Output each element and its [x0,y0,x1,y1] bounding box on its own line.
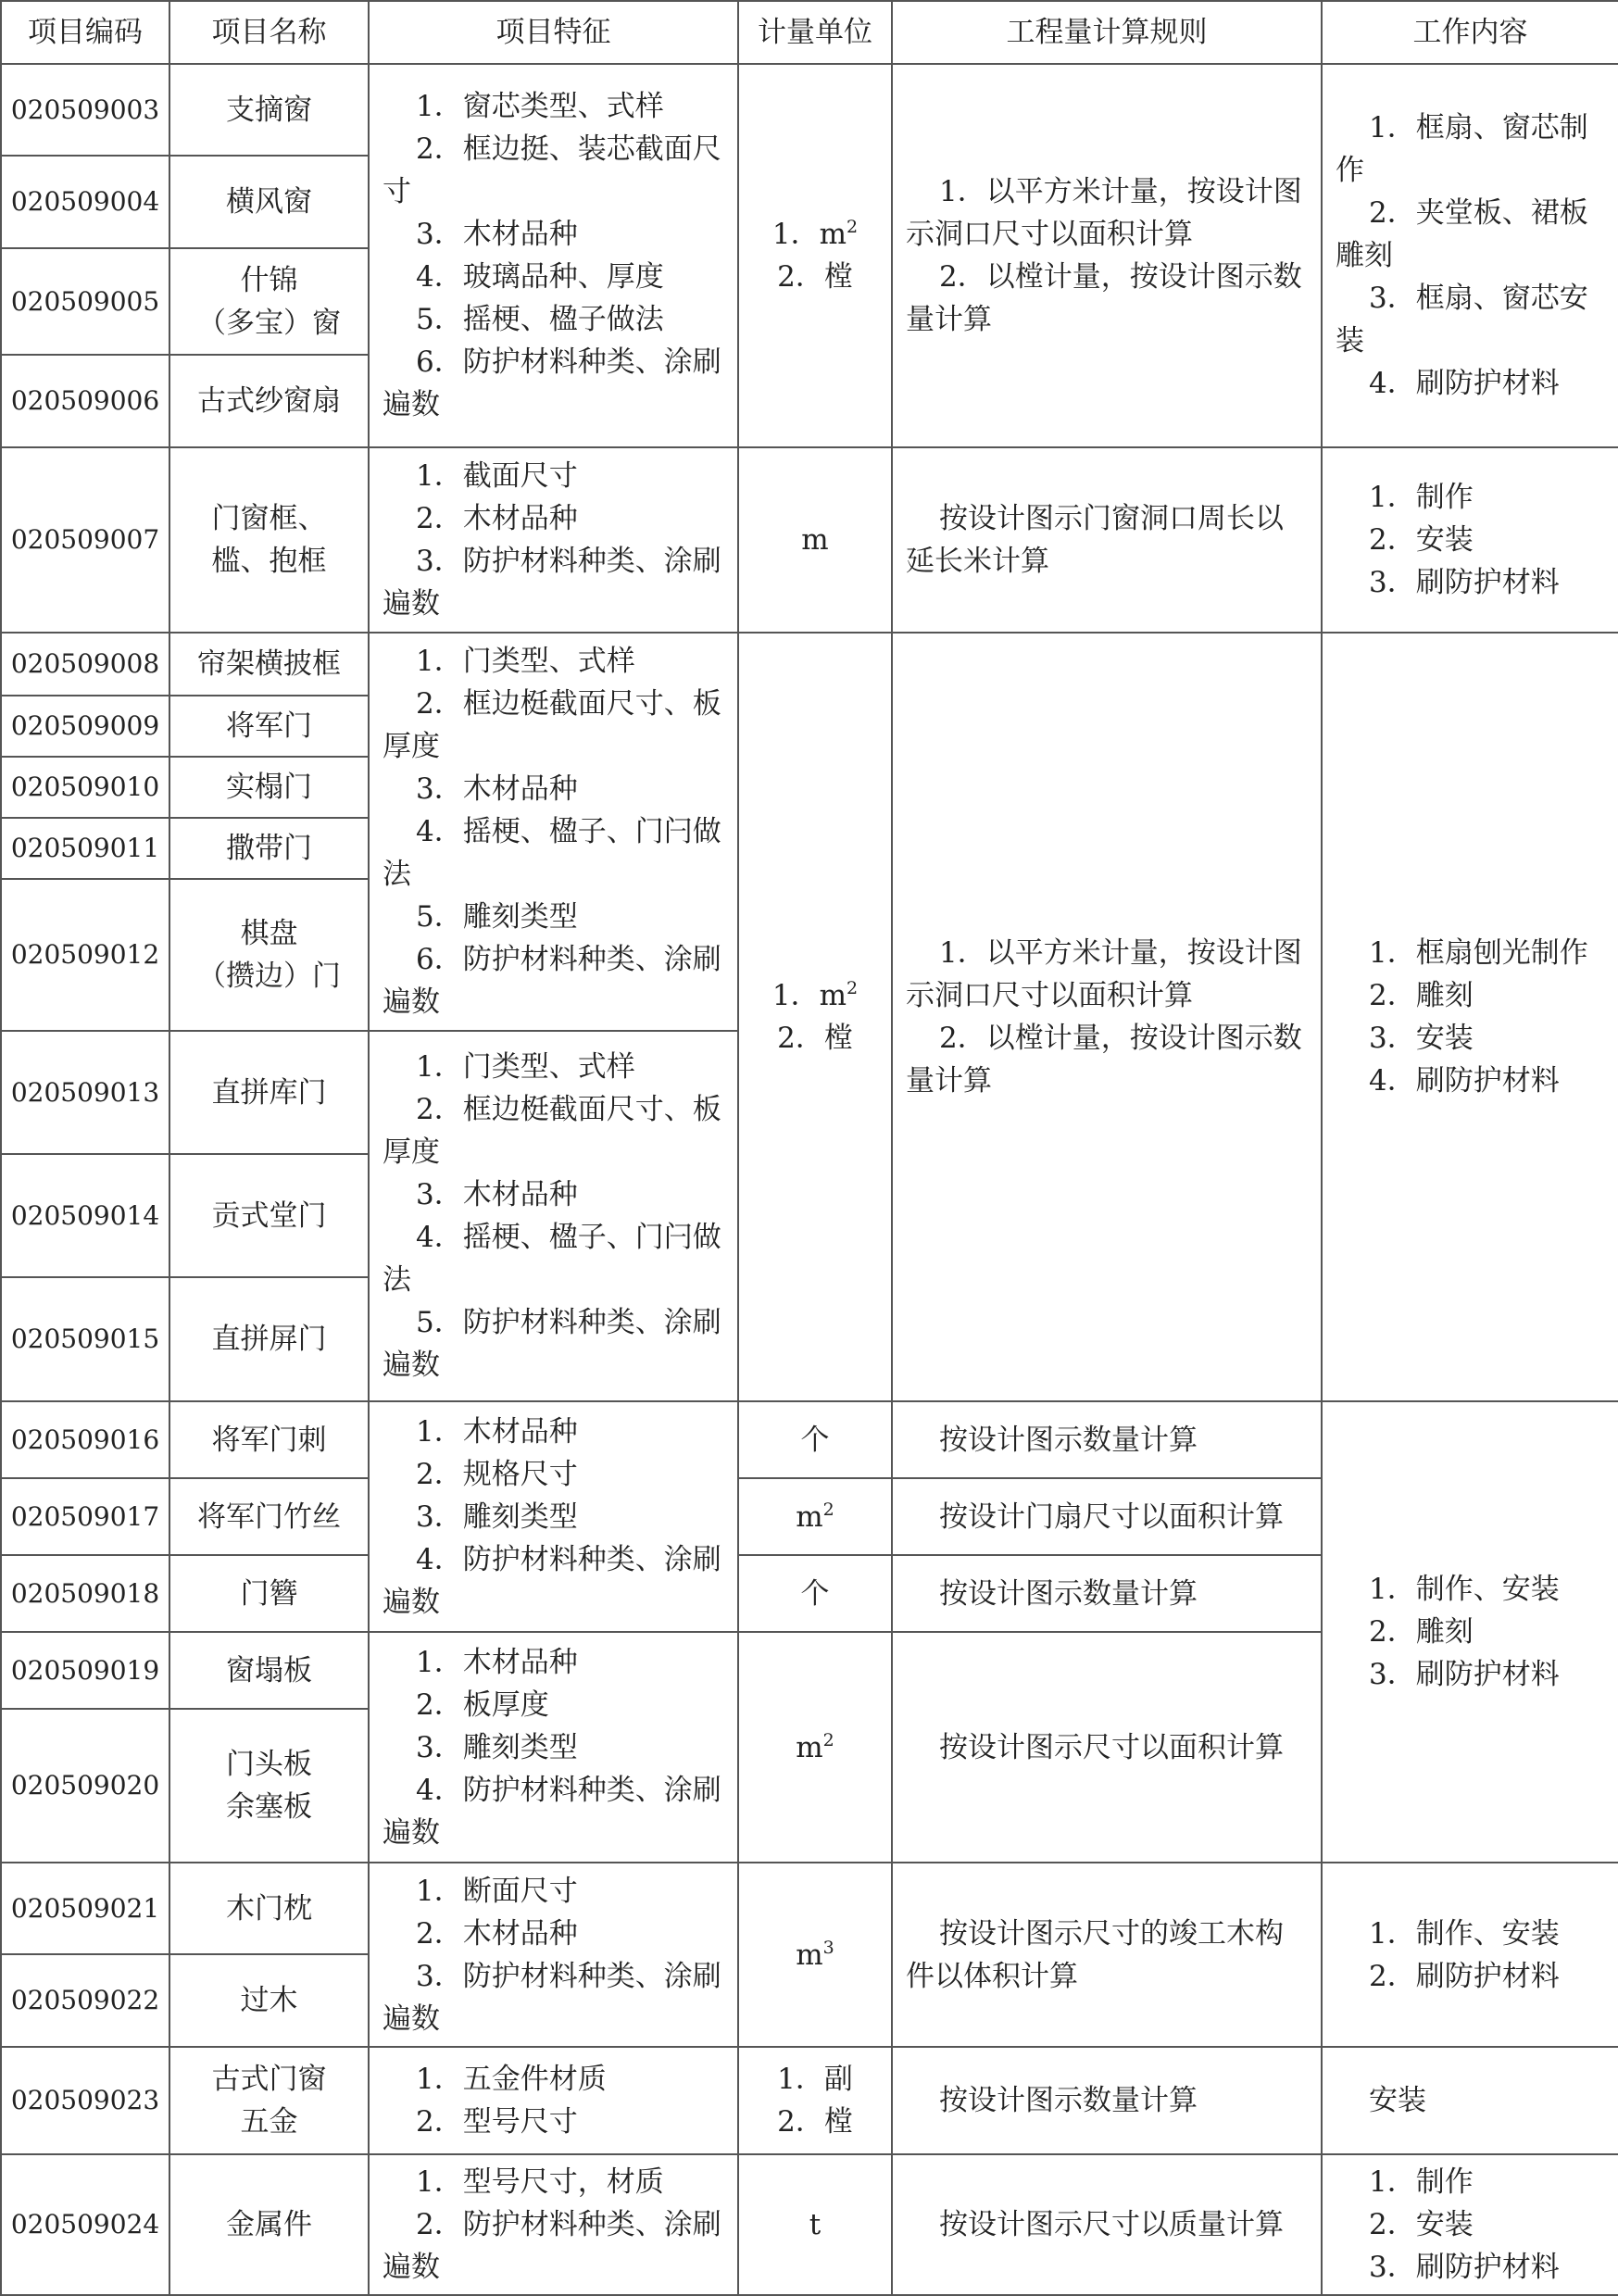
item-name: 直拼屏门 [169,1277,369,1401]
feature-line: 4．玻璃品种、厚度 [416,260,664,294]
item-work [1322,2154,1618,2295]
item-code: 020509015 [1,1277,169,1401]
feature-line: 5．雕刻类型 [416,900,578,934]
rule-line: 按设计图示尺寸的竣工木构件以体积计算 [906,1916,1284,1993]
header-name: 项目名称 [169,1,369,64]
item-code: 020509023 [1,2047,169,2154]
item-code: 020509008 [1,633,169,696]
feature-line: 1．门类型、式样 [416,1050,635,1084]
feature-line: 3．木材品种 [416,218,578,251]
header-code: 项目编码 [1,1,169,64]
rule-line: 2．以樘计量，按设计图示数量计算 [906,260,1302,336]
item-work [1322,64,1618,447]
item-code: 020509006 [1,355,169,447]
item-rule: 按设计图示尺寸以面积计算 [892,1632,1322,1863]
table-row [1,1863,1618,1954]
item-code: 020509009 [1,696,169,757]
item-name: 直拼库门 [169,1031,369,1154]
name-line: （多宝）窗 [197,306,341,340]
work-line: 3．框扇、窗芯安装 [1336,282,1588,358]
item-features [369,1401,738,1632]
item-rule: 按设计图示数量计算 [892,2047,1322,2154]
item-name: 金属件 [169,2154,369,2295]
item-rule [892,64,1322,447]
item-name: 横风窗 [169,156,369,248]
work-line: 2．刷防护材料 [1369,1959,1560,1993]
unit-superscript: 2 [847,217,859,237]
work-line: 4．刷防护材料 [1369,367,1560,400]
name-line: 余塞板 [226,1790,312,1824]
feature-line: 3．雕刻类型 [416,1730,578,1764]
item-unit: 个 [738,1555,892,1632]
feature-line: 4．摇梗、楹子、门闩做法 [383,1221,721,1297]
item-code: 020509024 [1,2154,169,2295]
unit-superscript: 2 [822,1729,834,1750]
name-line: 五金 [240,2105,298,2139]
feature-line: 4．防护材料种类、涂刷遍数 [383,1542,721,1619]
item-code: 020509020 [1,1709,169,1863]
feature-line: 2．木材品种 [416,1916,578,1951]
item-code: 020509004 [1,156,169,248]
item-name: 将军门刺 [169,1401,369,1478]
item-work [1322,447,1618,633]
rule-line: 按设计图示门窗洞口周长以延长米计算 [906,502,1284,578]
feature-line: 3．木材品种 [416,772,578,806]
work-line: 2．安装 [1369,2208,1474,2241]
work-line: 1．制作 [1369,481,1474,514]
header-row [1,1,1618,64]
item-work [1322,1863,1618,2047]
table-row [1,447,1618,633]
feature-line: 2．规格尺寸 [416,1457,578,1491]
unit-line: 1．m [771,218,847,251]
feature-line: 2．框边梃截面尺寸、板厚度 [383,687,721,763]
feature-line: 3．防护材料种类、涂刷遍数 [383,1959,721,2036]
item-unit: m [738,447,892,633]
item-features [369,1031,738,1401]
item-code: 020509021 [1,1863,169,1954]
item-features [369,1632,738,1863]
work-line: 1．制作、安装 [1369,1573,1560,1606]
item-name: 木门枕 [169,1863,369,1954]
feature-line: 3．木材品种 [416,1178,578,1211]
item-name: 帘架横披框 [169,633,369,696]
unit-line: 1．副 [777,2063,853,2096]
feature-line: 3．雕刻类型 [416,1499,578,1534]
item-code: 020509012 [1,879,169,1031]
feature-line: 5．防护材料种类、涂刷遍数 [383,1306,721,1382]
table-row [1,2047,1618,2154]
item-rule: 按设计图示尺寸以质量计算 [892,2154,1322,2295]
feature-line: 5．摇梗、楹子做法 [416,303,664,336]
item-code: 020509016 [1,1401,169,1478]
item-features [369,64,738,447]
item-features [369,1863,738,2047]
item-unit [738,2047,892,2154]
feature-line: 1．型号尺寸，材质 [416,2165,664,2199]
name-line: 门窗框、 [211,502,327,535]
item-work [1322,1401,1618,1863]
item-code: 020509007 [1,447,169,633]
item-code: 020509003 [1,64,169,156]
item-code: 020509010 [1,757,169,818]
feature-line: 4．防护材料种类、涂刷遍数 [383,1773,721,1850]
table-row [1,64,1618,156]
unit-line: 2．樘 [777,260,853,294]
item-rule [892,1863,1322,2047]
work-line: 1．框扇、窗芯制作 [1336,111,1588,187]
feature-line: 3．防护材料种类、涂刷遍数 [383,545,721,621]
feature-line: 2．框边挺、装芯截面尺寸 [383,132,721,208]
rule-line: 1．以平方米计量，按设计图示洞口尺寸以面积计算 [906,936,1302,1012]
item-rule: 按设计图示数量计算 [892,1555,1322,1632]
feature-line: 2．型号尺寸 [416,2105,578,2139]
rule-line: 2．以樘计量，按设计图示数量计算 [906,1022,1302,1098]
name-line: 古式门窗 [211,2063,327,2096]
item-name [169,1709,369,1863]
item-unit [738,1632,892,1863]
item-code: 020509011 [1,818,169,879]
work-line: 1．制作、安装 [1369,1916,1560,1951]
item-name: 古式纱窗扇 [169,355,369,447]
item-rule: 按设计图示数量计算 [892,1401,1322,1478]
item-name: 贡式堂门 [169,1154,369,1277]
work-line: 3．刷防护材料 [1369,1658,1560,1691]
name-line: （攒边）门 [197,960,341,993]
header-features: 项目特征 [369,1,738,64]
feature-line: 1．木材品种 [416,1645,578,1679]
item-unit [738,633,892,1401]
name-line: 什锦 [240,263,298,297]
table-row [1,2154,1618,2295]
header-work: 工作内容 [1322,1,1618,64]
unit-superscript: 2 [822,1499,834,1520]
item-code: 020509017 [1,1478,169,1555]
unit-line: 1．m [771,979,847,1012]
work-line: 2．夹堂板、裙板雕刻 [1336,196,1588,272]
work-line: 1．制作 [1369,2165,1474,2199]
item-features [369,633,738,1031]
work-line: 1．框扇刨光制作 [1369,936,1588,970]
item-name [169,879,369,1031]
work-line: 3．刷防护材料 [1369,2251,1560,2284]
unit-superscript: 3 [822,1937,834,1958]
item-rule [892,447,1322,633]
unit-line: m [796,1730,823,1764]
header-rule: 工程量计算规则 [892,1,1322,64]
item-name [169,2047,369,2154]
name-line: 槛、抱框 [211,545,327,578]
feature-line: 2．框边梃截面尺寸、板厚度 [383,1093,721,1169]
table-row [1,1401,1618,1478]
feature-line: 1．五金件材质 [416,2063,607,2096]
feature-line: 2．防护材料种类、涂刷遍数 [383,2208,721,2284]
item-code: 020509022 [1,1954,169,2047]
feature-line: 1．门类型、式样 [416,645,635,678]
item-name: 门簪 [169,1555,369,1632]
table-row [1,633,1618,696]
item-name: 实榻门 [169,757,369,818]
item-name: 将军门 [169,696,369,757]
work-line: 3．刷防护材料 [1369,566,1560,599]
item-name [169,248,369,355]
unit-line: 2．樘 [777,1022,853,1055]
work-line: 2．安装 [1369,523,1474,557]
item-name [169,447,369,633]
item-code: 020509005 [1,248,169,355]
feature-line: 6．防护材料种类、涂刷遍数 [383,345,721,421]
feature-line: 1．截面尺寸 [416,459,578,493]
work-line: 3．安装 [1369,1022,1474,1055]
rule-line: 1．以平方米计量，按设计图示洞口尺寸以面积计算 [906,175,1302,251]
item-unit [738,1478,892,1555]
item-code: 020509013 [1,1031,169,1154]
work-line: 2．雕刻 [1369,1615,1474,1649]
item-unit: 个 [738,1401,892,1478]
work-line: 2．雕刻 [1369,979,1474,1012]
feature-line: 2．木材品种 [416,502,578,535]
unit-line: m [796,1499,823,1534]
feature-line: 2．板厚度 [416,1687,549,1722]
item-work: 安装 [1322,2047,1618,2154]
unit-superscript: 2 [847,978,859,998]
item-code: 020509019 [1,1632,169,1709]
header-unit: 计量单位 [738,1,892,64]
work-line: 4．刷防护材料 [1369,1064,1560,1098]
item-name: 支摘窗 [169,64,369,156]
item-name: 窗塌板 [169,1632,369,1709]
item-unit [738,64,892,447]
feature-line: 1．木材品种 [416,1414,578,1449]
item-work [1322,633,1618,1401]
feature-line: 4．摇梗、楹子、门闩做法 [383,815,721,891]
name-line: 棋盘 [240,917,298,950]
item-name: 撒带门 [169,818,369,879]
unit-line: 2．樘 [777,2105,853,2139]
item-rule [892,633,1322,1401]
feature-line: 1．断面尺寸 [416,1874,578,1908]
item-code: 020509014 [1,1154,169,1277]
item-features [369,2047,738,2154]
item-name: 将军门竹丝 [169,1478,369,1555]
item-code: 020509018 [1,1555,169,1632]
feature-line: 6．防护材料种类、涂刷遍数 [383,943,721,1019]
item-unit [738,1863,892,2047]
name-line: 门头板 [226,1748,312,1781]
unit-line: m [796,1938,823,1972]
feature-line: 1．窗芯类型、式样 [416,90,664,123]
item-features [369,447,738,633]
item-name: 过木 [169,1954,369,2047]
item-features [369,2154,738,2295]
item-rule: 按设计门扇尺寸以面积计算 [892,1478,1322,1555]
item-unit: t [738,2154,892,2295]
